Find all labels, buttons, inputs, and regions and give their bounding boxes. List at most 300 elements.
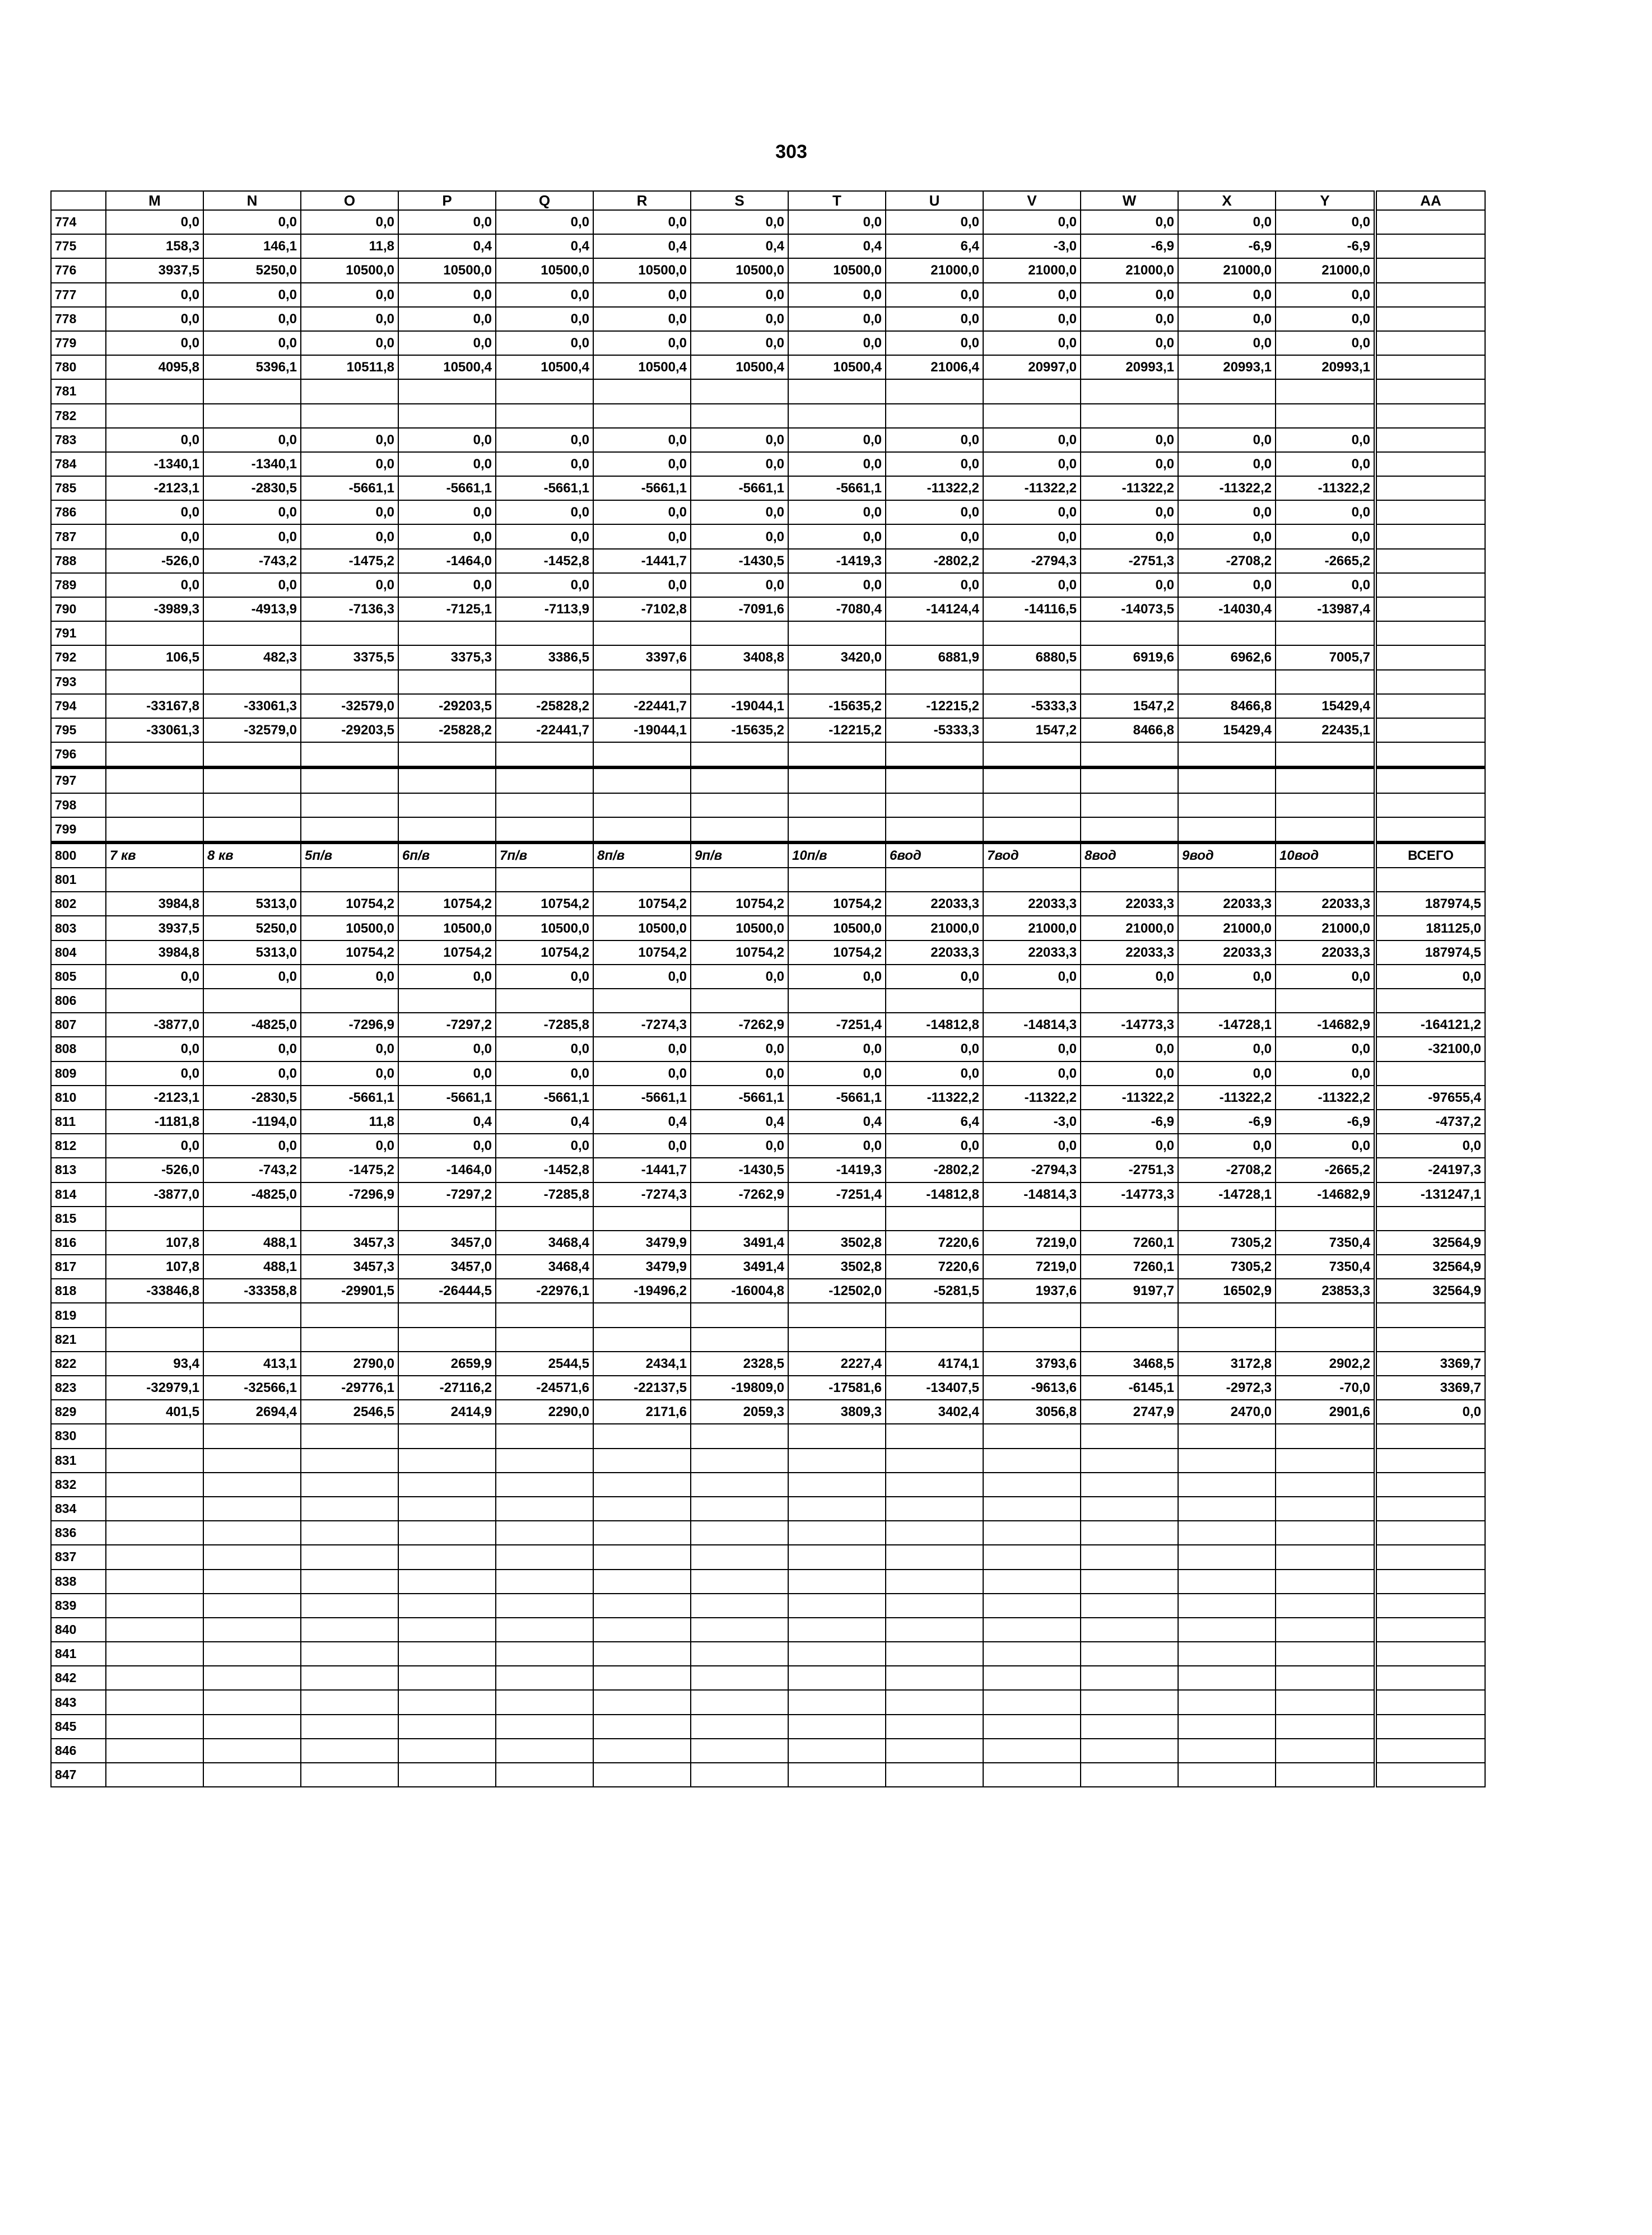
data-cell[interactable]	[106, 1473, 203, 1497]
data-cell[interactable]	[593, 1497, 691, 1521]
data-cell[interactable]: -32100,0	[1375, 1037, 1485, 1061]
data-cell[interactable]	[1375, 1739, 1485, 1763]
data-cell[interactable]: 1937,6	[983, 1279, 1081, 1303]
data-cell[interactable]: 5313,0	[203, 892, 301, 916]
data-cell[interactable]: -5661,1	[593, 1086, 691, 1110]
data-cell[interactable]	[691, 1328, 788, 1352]
data-cell[interactable]	[788, 1763, 886, 1787]
data-cell[interactable]: 21000,0	[1178, 916, 1276, 940]
data-cell[interactable]	[983, 1473, 1081, 1497]
data-cell[interactable]: 0,0	[691, 283, 788, 307]
data-cell[interactable]: 10754,2	[593, 940, 691, 965]
data-cell[interactable]	[593, 1473, 691, 1497]
data-cell[interactable]	[593, 793, 691, 817]
data-cell[interactable]	[203, 1594, 301, 1618]
data-cell[interactable]	[301, 1303, 398, 1327]
data-cell[interactable]: 0,0	[1178, 307, 1276, 331]
data-cell[interactable]	[203, 1739, 301, 1763]
data-cell[interactable]: -6,9	[1081, 1110, 1178, 1134]
data-cell[interactable]: -2123,1	[106, 476, 203, 500]
data-cell[interactable]: -1194,0	[203, 1110, 301, 1134]
data-cell[interactable]: -13407,5	[886, 1376, 983, 1400]
data-cell[interactable]: -4825,0	[203, 1182, 301, 1207]
data-cell[interactable]	[691, 817, 788, 842]
data-cell[interactable]	[398, 1207, 496, 1231]
data-cell[interactable]	[1375, 1328, 1485, 1352]
data-cell[interactable]: 10754,2	[788, 892, 886, 916]
data-cell[interactable]	[691, 1666, 788, 1690]
data-cell[interactable]	[106, 1618, 203, 1642]
data-cell[interactable]: 2659,9	[398, 1352, 496, 1376]
data-cell[interactable]: 0,0	[691, 1037, 788, 1061]
data-cell[interactable]	[301, 1739, 398, 1763]
data-cell[interactable]: -32566,1	[203, 1376, 301, 1400]
row-number[interactable]: 846	[51, 1739, 106, 1763]
data-cell[interactable]	[1375, 597, 1485, 621]
data-cell[interactable]	[983, 1666, 1081, 1690]
data-cell[interactable]	[886, 1497, 983, 1521]
row-number[interactable]: 818	[51, 1279, 106, 1303]
data-cell[interactable]: 0,0	[788, 283, 886, 307]
data-cell[interactable]	[203, 1545, 301, 1569]
column-header-s[interactable]: S	[691, 191, 788, 210]
data-cell[interactable]: 0,0	[398, 307, 496, 331]
data-cell[interactable]	[1375, 476, 1485, 500]
row-number[interactable]: 791	[51, 621, 106, 645]
data-cell[interactable]: 0,0	[398, 573, 496, 597]
data-cell[interactable]: -6,9	[1178, 234, 1276, 258]
data-cell[interactable]	[691, 868, 788, 892]
data-cell[interactable]: 0,0	[1178, 965, 1276, 989]
data-cell[interactable]: 0,0	[398, 524, 496, 548]
data-cell[interactable]	[301, 989, 398, 1013]
data-cell[interactable]: -11322,2	[1276, 476, 1375, 500]
data-cell[interactable]	[1375, 379, 1485, 403]
data-cell[interactable]: 0,0	[593, 1037, 691, 1061]
data-cell[interactable]	[691, 767, 788, 793]
data-cell[interactable]: -7262,9	[691, 1182, 788, 1207]
data-cell[interactable]	[788, 621, 886, 645]
data-cell[interactable]	[788, 1570, 886, 1594]
data-cell[interactable]	[496, 817, 593, 842]
data-cell[interactable]: -7274,3	[593, 1182, 691, 1207]
data-cell[interactable]	[1276, 404, 1375, 428]
data-cell[interactable]	[301, 793, 398, 817]
data-cell[interactable]: 22033,3	[1178, 892, 1276, 916]
data-cell[interactable]	[203, 1303, 301, 1327]
data-cell[interactable]	[1276, 868, 1375, 892]
row-number[interactable]: 806	[51, 989, 106, 1013]
data-cell[interactable]	[983, 1521, 1081, 1545]
data-cell[interactable]: 0,0	[301, 283, 398, 307]
data-cell[interactable]: -2751,3	[1081, 1158, 1178, 1182]
data-cell[interactable]: -7296,9	[301, 1182, 398, 1207]
data-cell[interactable]: 0,4	[788, 234, 886, 258]
data-cell[interactable]	[1375, 1594, 1485, 1618]
data-cell[interactable]	[1178, 1207, 1276, 1231]
data-cell[interactable]: 0,0	[593, 307, 691, 331]
data-cell[interactable]	[106, 1497, 203, 1521]
data-cell[interactable]: -2665,2	[1276, 549, 1375, 573]
row-number[interactable]: 819	[51, 1303, 106, 1327]
data-cell[interactable]	[1081, 793, 1178, 817]
data-cell[interactable]: -2794,3	[983, 549, 1081, 573]
data-cell[interactable]	[788, 1642, 886, 1666]
data-cell[interactable]: -19496,2	[593, 1279, 691, 1303]
data-cell[interactable]	[203, 1207, 301, 1231]
data-cell[interactable]	[788, 1715, 886, 1739]
data-cell[interactable]: 0,0	[983, 524, 1081, 548]
data-cell[interactable]	[691, 1545, 788, 1569]
data-cell[interactable]	[788, 1545, 886, 1569]
data-cell[interactable]: 7220,6	[886, 1255, 983, 1279]
row-number[interactable]: 817	[51, 1255, 106, 1279]
data-cell[interactable]: 0,0	[398, 1061, 496, 1086]
row-number[interactable]: 843	[51, 1690, 106, 1714]
data-cell[interactable]	[1178, 1449, 1276, 1473]
data-cell[interactable]	[886, 1303, 983, 1327]
data-cell[interactable]: -29901,5	[301, 1279, 398, 1303]
data-cell[interactable]	[691, 1449, 788, 1473]
data-cell[interactable]: 10754,2	[691, 940, 788, 965]
data-cell[interactable]	[203, 1666, 301, 1690]
data-cell[interactable]	[398, 1521, 496, 1545]
data-cell[interactable]: 21000,0	[1178, 258, 1276, 282]
data-cell[interactable]	[593, 868, 691, 892]
data-cell[interactable]	[496, 621, 593, 645]
row-number[interactable]: 810	[51, 1086, 106, 1110]
row-number[interactable]: 847	[51, 1763, 106, 1787]
data-cell[interactable]: 15429,4	[1276, 694, 1375, 718]
data-cell[interactable]: -19809,0	[691, 1376, 788, 1400]
data-cell[interactable]: 0,0	[593, 500, 691, 524]
data-cell[interactable]	[203, 793, 301, 817]
data-cell[interactable]: -17581,6	[788, 1376, 886, 1400]
data-cell[interactable]: 6962,6	[1178, 645, 1276, 669]
data-cell[interactable]	[1276, 1570, 1375, 1594]
data-cell[interactable]: 0,0	[691, 500, 788, 524]
row-number[interactable]: 782	[51, 404, 106, 428]
data-cell[interactable]: 2694,4	[203, 1400, 301, 1424]
data-cell[interactable]	[496, 1424, 593, 1448]
data-cell[interactable]: 0,0	[1178, 500, 1276, 524]
data-cell[interactable]	[691, 1594, 788, 1618]
data-cell[interactable]: 0,0	[398, 210, 496, 234]
data-cell[interactable]: -1419,3	[788, 549, 886, 573]
data-cell[interactable]	[1081, 1303, 1178, 1327]
row-number[interactable]: 775	[51, 234, 106, 258]
data-cell[interactable]: 11,8	[301, 234, 398, 258]
data-cell[interactable]	[106, 1521, 203, 1545]
data-cell[interactable]: 0,0	[496, 965, 593, 989]
data-cell[interactable]: 6881,9	[886, 645, 983, 669]
data-cell[interactable]	[691, 1207, 788, 1231]
data-cell[interactable]	[593, 1328, 691, 1352]
data-cell[interactable]	[398, 621, 496, 645]
data-cell[interactable]	[593, 1207, 691, 1231]
data-cell[interactable]	[496, 742, 593, 767]
data-cell[interactable]	[1375, 404, 1485, 428]
data-cell[interactable]: 22033,3	[983, 892, 1081, 916]
row-number[interactable]: 777	[51, 283, 106, 307]
data-cell[interactable]: 0,0	[691, 1061, 788, 1086]
data-cell[interactable]: 3984,8	[106, 892, 203, 916]
data-cell[interactable]	[398, 1473, 496, 1497]
data-cell[interactable]	[1081, 1449, 1178, 1473]
data-cell[interactable]	[1375, 817, 1485, 842]
data-cell[interactable]: 10754,2	[691, 892, 788, 916]
data-cell[interactable]: 0,0	[203, 573, 301, 597]
data-cell[interactable]: 0,0	[203, 428, 301, 452]
data-cell[interactable]: 2902,2	[1276, 1352, 1375, 1376]
column-header-n[interactable]: N	[203, 191, 301, 210]
data-cell[interactable]: 0,0	[106, 307, 203, 331]
data-cell[interactable]: 0,0	[106, 428, 203, 452]
data-cell[interactable]	[1276, 379, 1375, 403]
data-cell[interactable]	[1375, 1207, 1485, 1231]
data-cell[interactable]	[788, 1594, 886, 1618]
data-cell[interactable]	[203, 1473, 301, 1497]
data-cell[interactable]: -7262,9	[691, 1013, 788, 1037]
data-cell[interactable]: 0,0	[1178, 524, 1276, 548]
row-number[interactable]: 787	[51, 524, 106, 548]
data-cell[interactable]	[301, 1618, 398, 1642]
data-cell[interactable]: 8466,8	[1178, 694, 1276, 718]
data-cell[interactable]: 16502,9	[1178, 1279, 1276, 1303]
data-cell[interactable]: 2544,5	[496, 1352, 593, 1376]
data-cell[interactable]: 1547,2	[1081, 694, 1178, 718]
data-cell[interactable]: 7305,2	[1178, 1231, 1276, 1255]
data-cell[interactable]: 3491,4	[691, 1255, 788, 1279]
data-cell[interactable]: 0,0	[398, 965, 496, 989]
data-cell[interactable]: 0,0	[1276, 428, 1375, 452]
data-cell[interactable]	[106, 1666, 203, 1690]
data-cell[interactable]	[1276, 742, 1375, 767]
data-cell[interactable]: 0,0	[593, 573, 691, 597]
data-cell[interactable]: 32564,9	[1375, 1279, 1485, 1303]
label-cell[interactable]: 10п/в	[788, 842, 886, 868]
data-cell[interactable]	[301, 379, 398, 403]
data-cell[interactable]: -97655,4	[1375, 1086, 1485, 1110]
data-cell[interactable]: 3369,7	[1375, 1352, 1485, 1376]
data-cell[interactable]: -12215,2	[886, 694, 983, 718]
data-cell[interactable]: 4174,1	[886, 1352, 983, 1376]
data-cell[interactable]	[691, 1497, 788, 1521]
data-cell[interactable]	[1178, 742, 1276, 767]
data-cell[interactable]	[1375, 742, 1485, 767]
data-cell[interactable]: 21000,0	[983, 916, 1081, 940]
row-number[interactable]: 822	[51, 1352, 106, 1376]
data-cell[interactable]	[691, 793, 788, 817]
data-cell[interactable]: 3375,5	[301, 645, 398, 669]
data-cell[interactable]	[691, 742, 788, 767]
data-cell[interactable]	[496, 868, 593, 892]
data-cell[interactable]: -2802,2	[886, 1158, 983, 1182]
data-cell[interactable]: 3937,5	[106, 916, 203, 940]
data-cell[interactable]: 0,0	[203, 524, 301, 548]
data-cell[interactable]: 0,0	[983, 331, 1081, 355]
data-cell[interactable]	[496, 1473, 593, 1497]
data-cell[interactable]: -14116,5	[983, 597, 1081, 621]
data-cell[interactable]	[886, 1618, 983, 1642]
data-cell[interactable]	[983, 742, 1081, 767]
data-cell[interactable]	[886, 1449, 983, 1473]
data-cell[interactable]	[1081, 1424, 1178, 1448]
data-cell[interactable]	[1375, 1618, 1485, 1642]
data-cell[interactable]	[1375, 234, 1485, 258]
data-cell[interactable]: -26444,5	[398, 1279, 496, 1303]
data-cell[interactable]: 0,0	[203, 210, 301, 234]
data-cell[interactable]: 21000,0	[886, 258, 983, 282]
data-cell[interactable]: -7297,2	[398, 1013, 496, 1037]
data-cell[interactable]: 7260,1	[1081, 1231, 1178, 1255]
row-number[interactable]: 784	[51, 452, 106, 476]
data-cell[interactable]: -6145,1	[1081, 1376, 1178, 1400]
data-cell[interactable]: -1340,1	[203, 452, 301, 476]
data-cell[interactable]: 0,0	[886, 1037, 983, 1061]
data-cell[interactable]: -7297,2	[398, 1182, 496, 1207]
row-number[interactable]: 779	[51, 331, 106, 355]
data-cell[interactable]: 3502,8	[788, 1231, 886, 1255]
data-cell[interactable]: -11322,2	[1178, 1086, 1276, 1110]
data-cell[interactable]: 0,0	[203, 307, 301, 331]
data-cell[interactable]: -33167,8	[106, 694, 203, 718]
data-cell[interactable]: 11,8	[301, 1110, 398, 1134]
data-cell[interactable]	[1081, 1642, 1178, 1666]
data-cell[interactable]	[106, 1594, 203, 1618]
data-cell[interactable]: -33846,8	[106, 1279, 203, 1303]
data-cell[interactable]	[1178, 1328, 1276, 1352]
data-cell[interactable]: 6880,5	[983, 645, 1081, 669]
data-cell[interactable]: 10500,0	[593, 916, 691, 940]
row-number[interactable]: 795	[51, 718, 106, 742]
data-cell[interactable]: 10500,0	[301, 258, 398, 282]
data-cell[interactable]: -7296,9	[301, 1013, 398, 1037]
row-number[interactable]: 823	[51, 1376, 106, 1400]
data-cell[interactable]: 0,0	[788, 500, 886, 524]
data-cell[interactable]: 0,0	[1081, 573, 1178, 597]
data-cell[interactable]	[398, 1739, 496, 1763]
row-number[interactable]: 804	[51, 940, 106, 965]
data-cell[interactable]	[1375, 258, 1485, 282]
data-cell[interactable]	[1081, 1594, 1178, 1618]
data-cell[interactable]	[691, 1642, 788, 1666]
column-header-q[interactable]: Q	[496, 191, 593, 210]
data-cell[interactable]	[1375, 524, 1485, 548]
data-cell[interactable]: -7102,8	[593, 597, 691, 621]
data-cell[interactable]: 0,0	[983, 500, 1081, 524]
data-cell[interactable]	[301, 1207, 398, 1231]
row-number[interactable]: 794	[51, 694, 106, 718]
data-cell[interactable]: 10754,2	[398, 940, 496, 965]
data-cell[interactable]: 10500,0	[788, 258, 886, 282]
data-cell[interactable]	[1375, 1642, 1485, 1666]
data-cell[interactable]	[301, 1690, 398, 1714]
data-cell[interactable]	[593, 670, 691, 694]
data-cell[interactable]	[301, 1521, 398, 1545]
data-cell[interactable]	[106, 670, 203, 694]
data-cell[interactable]: 0,0	[1081, 500, 1178, 524]
row-number[interactable]: 776	[51, 258, 106, 282]
data-cell[interactable]: 22033,3	[886, 940, 983, 965]
data-cell[interactable]	[106, 1545, 203, 1569]
data-cell[interactable]: 401,5	[106, 1400, 203, 1424]
data-cell[interactable]	[1081, 621, 1178, 645]
data-cell[interactable]: 3172,8	[1178, 1352, 1276, 1376]
data-cell[interactable]: 10500,0	[691, 916, 788, 940]
row-number[interactable]: 832	[51, 1473, 106, 1497]
data-cell[interactable]	[983, 1497, 1081, 1521]
data-cell[interactable]: 10754,2	[398, 892, 496, 916]
data-cell[interactable]: 0,0	[398, 331, 496, 355]
data-cell[interactable]	[301, 670, 398, 694]
data-cell[interactable]: -7125,1	[398, 597, 496, 621]
data-cell[interactable]: 0,0	[1276, 1134, 1375, 1158]
data-cell[interactable]: 0,4	[496, 1110, 593, 1134]
data-cell[interactable]	[301, 1715, 398, 1739]
label-cell[interactable]: 8п/в	[593, 842, 691, 868]
data-cell[interactable]: -14728,1	[1178, 1013, 1276, 1037]
data-cell[interactable]: 0,0	[886, 524, 983, 548]
data-cell[interactable]: 23853,3	[1276, 1279, 1375, 1303]
data-cell[interactable]	[886, 1763, 983, 1787]
data-cell[interactable]	[1081, 670, 1178, 694]
data-cell[interactable]: -32579,0	[203, 718, 301, 742]
data-cell[interactable]: 0,0	[203, 283, 301, 307]
data-cell[interactable]: -1430,5	[691, 1158, 788, 1182]
data-cell[interactable]	[691, 1715, 788, 1739]
data-cell[interactable]	[106, 1763, 203, 1787]
data-cell[interactable]: 22033,3	[1276, 892, 1375, 916]
row-number[interactable]: 830	[51, 1424, 106, 1448]
data-cell[interactable]: -5333,3	[983, 694, 1081, 718]
data-cell[interactable]	[106, 621, 203, 645]
data-cell[interactable]: -11322,2	[1276, 1086, 1375, 1110]
data-cell[interactable]: 0,0	[301, 1037, 398, 1061]
data-cell[interactable]: 2328,5	[691, 1352, 788, 1376]
data-cell[interactable]: 0,0	[1276, 1037, 1375, 1061]
data-cell[interactable]	[593, 404, 691, 428]
data-cell[interactable]	[1276, 817, 1375, 842]
data-cell[interactable]: -29203,5	[301, 718, 398, 742]
data-cell[interactable]: 10500,0	[496, 258, 593, 282]
data-cell[interactable]: 0,0	[106, 283, 203, 307]
data-cell[interactable]: 0,0	[106, 1037, 203, 1061]
data-cell[interactable]: 0,0	[1081, 210, 1178, 234]
data-cell[interactable]	[788, 1328, 886, 1352]
data-cell[interactable]	[1081, 404, 1178, 428]
data-cell[interactable]	[886, 1424, 983, 1448]
data-cell[interactable]	[1375, 694, 1485, 718]
data-cell[interactable]	[301, 817, 398, 842]
data-cell[interactable]	[886, 404, 983, 428]
row-number[interactable]: 829	[51, 1400, 106, 1424]
data-cell[interactable]	[203, 1521, 301, 1545]
data-cell[interactable]: 3479,9	[593, 1231, 691, 1255]
data-cell[interactable]	[983, 1715, 1081, 1739]
data-cell[interactable]: 3457,0	[398, 1255, 496, 1279]
data-cell[interactable]: 20993,1	[1178, 355, 1276, 379]
data-cell[interactable]	[1375, 573, 1485, 597]
data-cell[interactable]: 2790,0	[301, 1352, 398, 1376]
data-cell[interactable]: 7219,0	[983, 1255, 1081, 1279]
data-cell[interactable]: 1547,2	[983, 718, 1081, 742]
data-cell[interactable]: -11322,2	[1081, 1086, 1178, 1110]
data-cell[interactable]: 0,0	[1178, 452, 1276, 476]
data-cell[interactable]: 0,0	[593, 210, 691, 234]
data-cell[interactable]: 0,0	[788, 331, 886, 355]
data-cell[interactable]: 0,0	[301, 965, 398, 989]
